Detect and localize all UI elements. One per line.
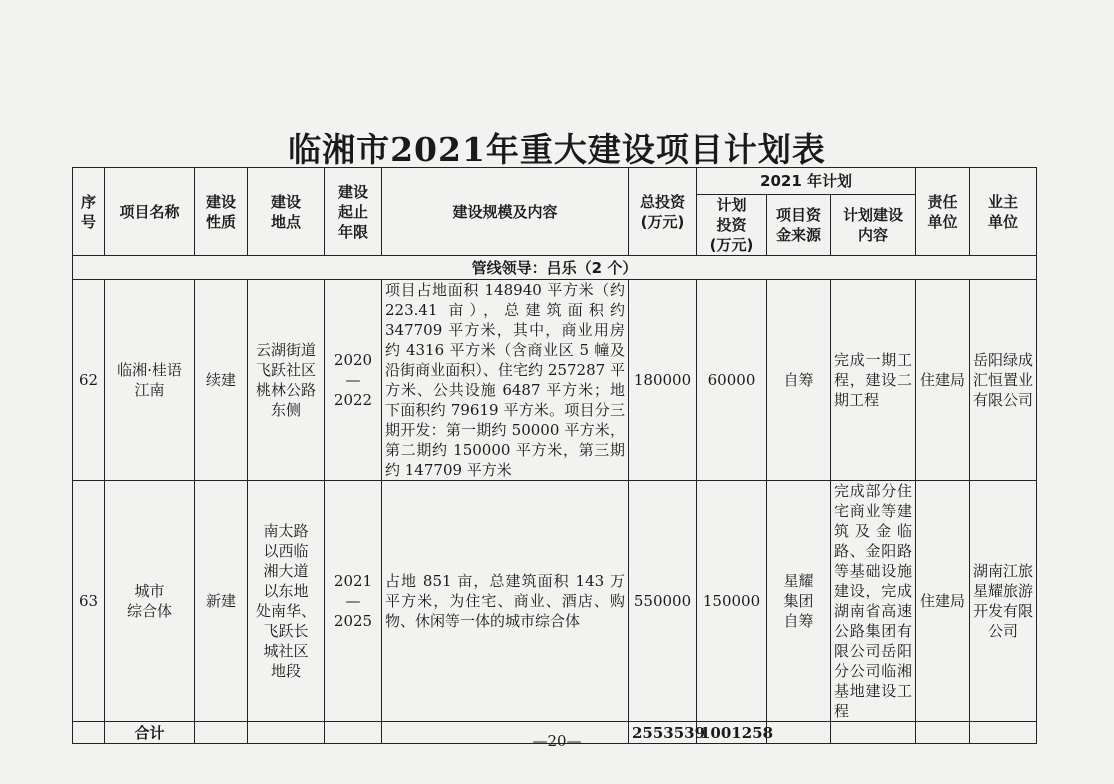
table-row: [73, 280, 1037, 481]
row-owner: 岳阳绿成 汇恒置业 有限公司: [970, 280, 1037, 481]
row-owner: 湖南江旅 星耀旅游 开发有限 公司: [970, 481, 1037, 722]
table-row: [73, 481, 1037, 722]
total-plan-investment-sum: 1001258: [697, 722, 767, 744]
row-seq: 62: [73, 280, 105, 481]
header-fund-source: 项目资 金来源: [767, 195, 831, 256]
header-plan-2021: 2021 年计划: [697, 168, 916, 195]
header-scale: 建设规模及内容: [382, 168, 629, 256]
row-nature: 新建: [195, 481, 248, 722]
header-plan-content: 计划建设 内容: [831, 195, 916, 256]
page-number: —20—: [532, 732, 582, 750]
row-total-investment: 550000: [629, 481, 697, 722]
row-fund-source: 星耀 集团 自筹: [767, 481, 831, 722]
row-seq: 63: [73, 481, 105, 722]
header-nature: 建设 性质: [195, 168, 248, 256]
header-period: 建设 起止 年限: [325, 168, 382, 256]
header-responsible: 责任 单位: [916, 168, 970, 256]
row-responsible: 住建局: [916, 280, 970, 481]
header-owner: 业主 单位: [970, 168, 1037, 256]
row-responsible: 住建局: [916, 481, 970, 722]
header-seq: 序 号: [73, 168, 105, 256]
header-plan-investment: 计划 投资 (万元): [697, 195, 767, 256]
row-plan-content: 完成部分住宅商业等建筑及金临路、金阳路等基础设施建设，完成湖南省高速公路集团有限公司岳阳分公司临湘基地建设工程: [831, 481, 916, 722]
row-scale: 占地 851 亩，总建筑面积 143 万平方米，为住宅、商业、酒店、购物、休闲等一体的城市综合体: [382, 481, 629, 722]
row-total-investment: 180000: [629, 280, 697, 481]
row-location: 南太路 以西临 湘大道 以东地 处南华、 飞跃长 城社区 地段: [248, 481, 325, 722]
group-label: 管线领导：吕乐（2 个）: [73, 256, 1037, 280]
row-nature: 续建: [195, 280, 248, 481]
row-plan-content: 完成一期工程，建设二期工程: [831, 280, 916, 481]
row-name: 临湘·桂语 江南: [105, 280, 195, 481]
header-name: 项目名称: [105, 168, 195, 256]
row-plan-investment: 60000: [697, 280, 767, 481]
row-name: 城市 综合体: [105, 481, 195, 722]
total-label: 合计: [105, 722, 195, 744]
row-period: 2020 — 2022: [325, 280, 382, 481]
document-title: 临湘市2021年重大建设项目计划表: [288, 130, 826, 169]
group-row: [73, 256, 1037, 280]
row-location: 云湖街道 飞跃社区 桃林公路 东侧: [248, 280, 325, 481]
project-plan-table: [72, 167, 1037, 744]
row-period: 2021 — 2025: [325, 481, 382, 722]
row-plan-investment: 150000: [697, 481, 767, 722]
row-fund-source: 自筹: [767, 280, 831, 481]
row-scale: 项目占地面积 148940 平方米（约 223.41 亩），总建筑面积约 347709 平方米，其中，商业用房约 4316 平方米（含商业区 5 幢及沿街商业面积）、住宅约 257287 平方米、公共设施 6487 平方米；地下面积约 79619 平方米。项目分三期开发：第一期约 50000 平方米，第二期约 150000 平方米，第三期约 147709 平方米: [382, 280, 629, 481]
total-investment-sum: 2553539: [629, 722, 697, 744]
header-total-investment: 总投资 (万元): [629, 168, 697, 256]
header-location: 建设 地点: [248, 168, 325, 256]
